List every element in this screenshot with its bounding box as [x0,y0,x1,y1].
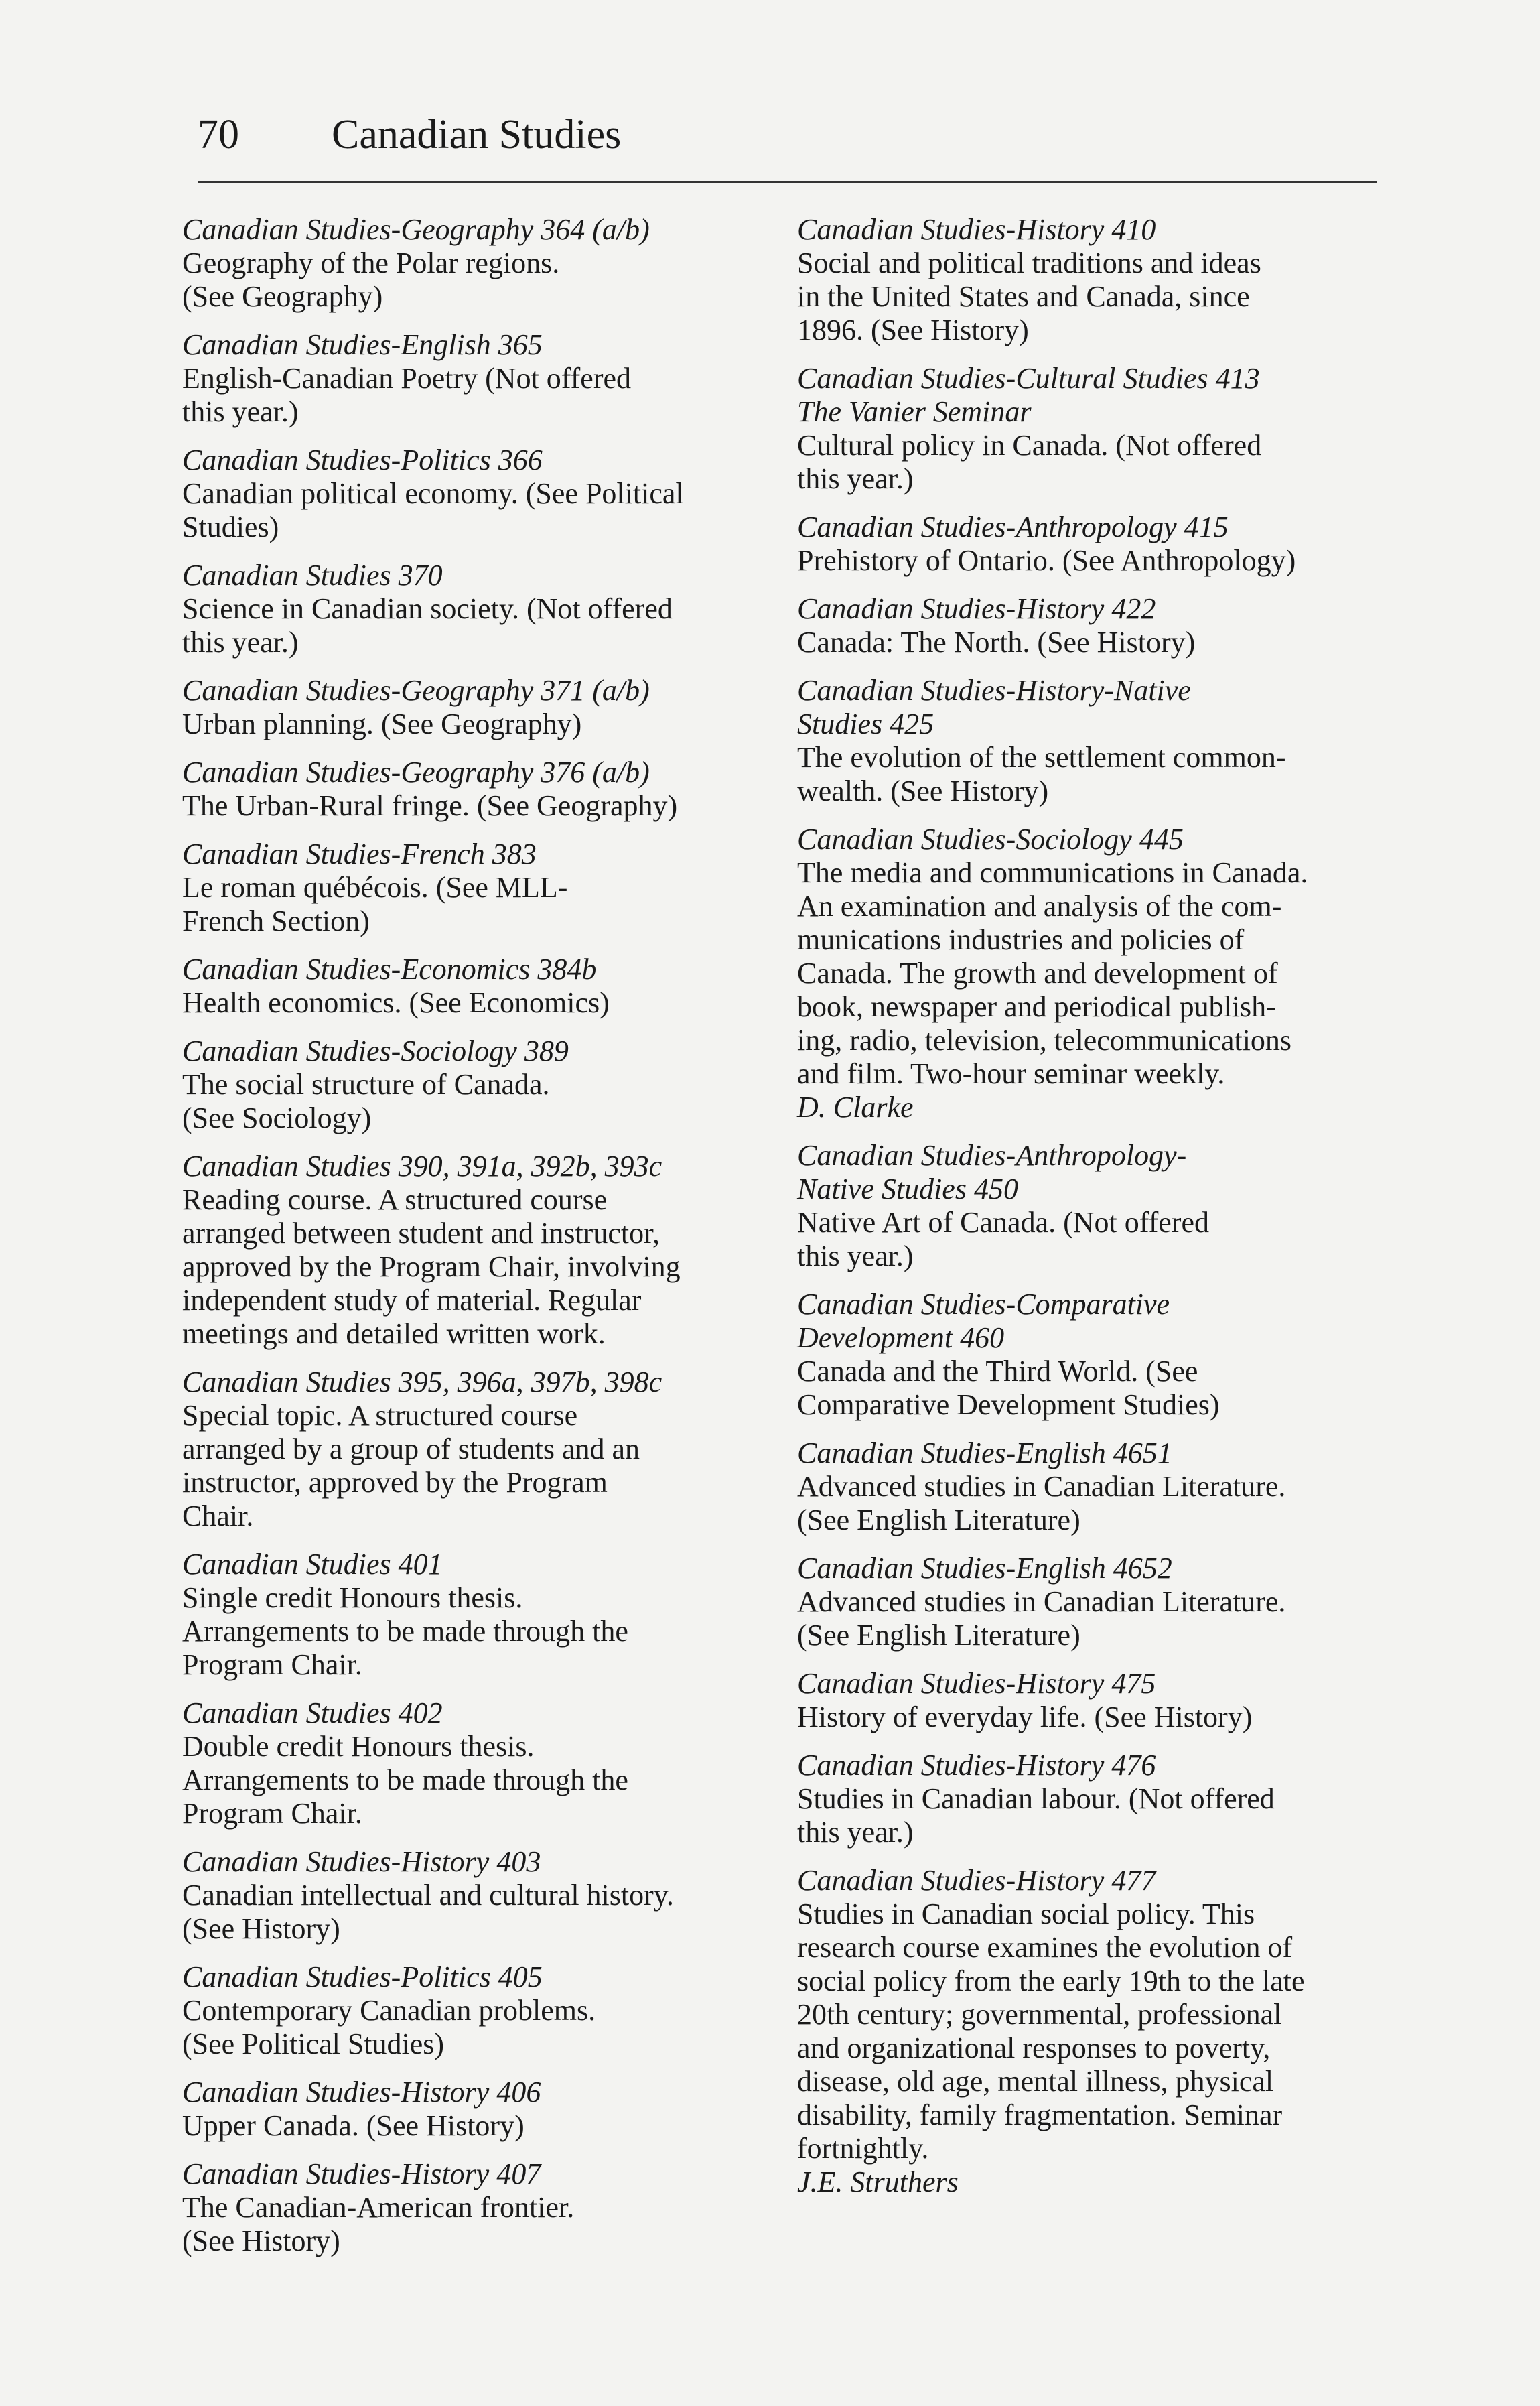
course-entry [797,213,1387,347]
course-entry [797,1288,1387,1422]
course-entry [797,362,1387,496]
course-description: Canada and the Third World. (See Comparative Development Studies) [797,1355,1220,1421]
course-entry [182,1845,772,1946]
course-title: Canadian Studies 395, 396a, 397b, 398c [182,1365,662,1398]
course-description: Science in Canadian society. (Not offered this year.) [182,592,673,659]
course-entry [182,1034,772,1135]
course-description: Studies in Canadian labour. (Not offered this year.) [797,1782,1275,1849]
course-description: Native Art of Canada. (Not offered this year.) [797,1206,1209,1272]
course-description: Studies in Canadian social policy. This research course examines the evolution of social policy from the early 19th to the late 20th century; governmental, professional and organizational responses to poverty, disease, old age, mental illness, physical disability, family fragmentation. Seminar fortnightly. [797,1897,1305,2165]
course-title: Canadian Studies-Geography 364 (a/b) [182,213,650,246]
course-description: Canada: The North. (See History) [797,626,1196,659]
course-title: Canadian Studies-English 4651 [797,1436,1172,1469]
course-title: Canadian Studies-History 422 [797,592,1156,625]
course-description: Urban planning. (See Geography) [182,708,582,740]
course-entry [797,1749,1387,1849]
course-instructor: D. Clarke [797,1091,914,1124]
course-title: Canadian Studies-History 410 [797,213,1156,246]
course-entry [797,823,1387,1124]
course-title: Canadian Studies-Sociology 445 [797,823,1184,856]
course-description: Reading course. A structured course arranged between student and instructor, approved by the Program Chair, involving independent study of material. Regular meetings and detailed written work. [182,1183,681,1350]
course-entry [182,213,772,314]
course-entry [797,1667,1387,1734]
course-entry [182,328,772,429]
course-entry [797,674,1387,808]
course-entry [797,1864,1387,2199]
header-rule [198,181,1377,183]
course-title: Canadian Studies 390, 391a, 392b, 393c [182,1150,662,1183]
course-entry [182,1960,772,2061]
course-entry [182,559,772,659]
page-header [198,114,1377,188]
course-entry [182,1696,772,1830]
course-title: Canadian Studies-French 383 [182,838,537,870]
course-title: Canadian Studies-History 476 [797,1749,1156,1782]
course-description: The media and communications in Canada. An examination and analysis of the com- munications industries and policies of Canada. The growth and development of book, newspaper and periodical publish- ing, radio, television, telecommunications and film. Two-hour seminar weekly. [797,856,1308,1090]
course-title: Canadian Studies-Anthropology 415 [797,511,1229,543]
course-description: Social and political traditions and ideas in the United States and Canada, since 1896. (See History) [797,247,1261,346]
course-description: The social structure of Canada. (See Sociology) [182,1068,550,1134]
course-description: History of everyday life. (See History) [797,1700,1253,1733]
page-number: 70 [198,112,239,157]
course-entry [182,444,772,544]
course-description: Advanced studies in Canadian Literature. (See English Literature) [797,1470,1286,1536]
course-entry [797,1436,1387,1537]
course-title: Canadian Studies-Anthropology- Native Studies 450 [797,1139,1187,1205]
course-title: Canadian Studies-Economics 384b [182,953,597,986]
course-entry [182,674,772,741]
course-description: Advanced studies in Canadian Literature. (See English Literature) [797,1585,1286,1652]
course-description: English-Canadian Poetry (Not offered this year.) [182,362,632,428]
course-title: Canadian Studies-Politics 405 [182,1960,543,1993]
course-entry [182,953,772,1020]
course-title: Canadian Studies-Comparative Development 460 [797,1288,1170,1354]
course-title: Canadian Studies-History 403 [182,1845,541,1878]
course-description: The Canadian-American frontier. (See History) [182,2191,575,2257]
course-entry [797,1552,1387,1652]
course-description: Single credit Honours thesis. Arrangements to be made through the Program Chair. [182,1581,628,1681]
course-description: Geography of the Polar regions. (See Geography) [182,247,560,313]
course-entry [182,1548,772,1682]
course-entry [182,838,772,938]
course-title: Canadian Studies-Sociology 389 [182,1034,569,1067]
course-entry [797,511,1387,578]
course-description: Prehistory of Ontario. (See Anthropology) [797,544,1296,577]
course-description: Cultural policy in Canada. (Not offered this year.) [797,429,1262,495]
course-title: Canadian Studies-History 475 [797,1667,1156,1700]
course-title: Canadian Studies-History 477 [797,1864,1156,1897]
course-title: Canadian Studies 401 [182,1548,443,1581]
course-entry [182,2076,772,2143]
course-title: Canadian Studies-Politics 366 [182,444,543,476]
course-description: Special topic. A structured course arranged by a group of students and an instructor, approved by the Program Chair. [182,1399,640,1532]
course-title: Canadian Studies-History 407 [182,2157,541,2190]
course-title: Canadian Studies-History-Native Studies 425 [797,674,1191,740]
course-entry [182,1150,772,1351]
course-instructor: J.E. Struthers [797,2165,959,2198]
running-title: Canadian Studies [332,112,622,157]
course-entry [182,2157,772,2258]
course-title: Canadian Studies 370 [182,559,443,592]
course-entry [797,1139,1387,1273]
course-title: Canadian Studies-English 365 [182,328,543,361]
course-description: Double credit Honours thesis. Arrangements to be made through the Program Chair. [182,1730,628,1830]
left-column [182,213,772,2273]
course-title: Canadian Studies-Geography 371 (a/b) [182,674,650,707]
course-description: Contemporary Canadian problems. (See Political Studies) [182,1994,596,2060]
course-title: Canadian Studies-English 4652 [797,1552,1172,1585]
course-title: Canadian Studies-Cultural Studies 413 The Vanier Seminar [797,362,1260,428]
course-title: Canadian Studies-History 406 [182,2076,541,2109]
right-column [797,213,1387,2214]
course-entry [182,756,772,823]
course-entry [797,592,1387,659]
course-entry [182,1365,772,1533]
course-title: Canadian Studies-Geography 376 (a/b) [182,756,650,789]
course-description: The Urban-Rural fringe. (See Geography) [182,789,678,822]
course-title: Canadian Studies 402 [182,1696,443,1729]
course-description: Upper Canada. (See History) [182,2109,524,2142]
course-description: Health economics. (See Economics) [182,986,610,1019]
course-description: The evolution of the settlement common- wealth. (See History) [797,741,1286,807]
course-description: Canadian intellectual and cultural history. (See History) [182,1879,674,1945]
course-description: Canadian political economy. (See Political Studies) [182,477,684,543]
course-description: Le roman québécois. (See MLL- French Section) [182,871,568,937]
